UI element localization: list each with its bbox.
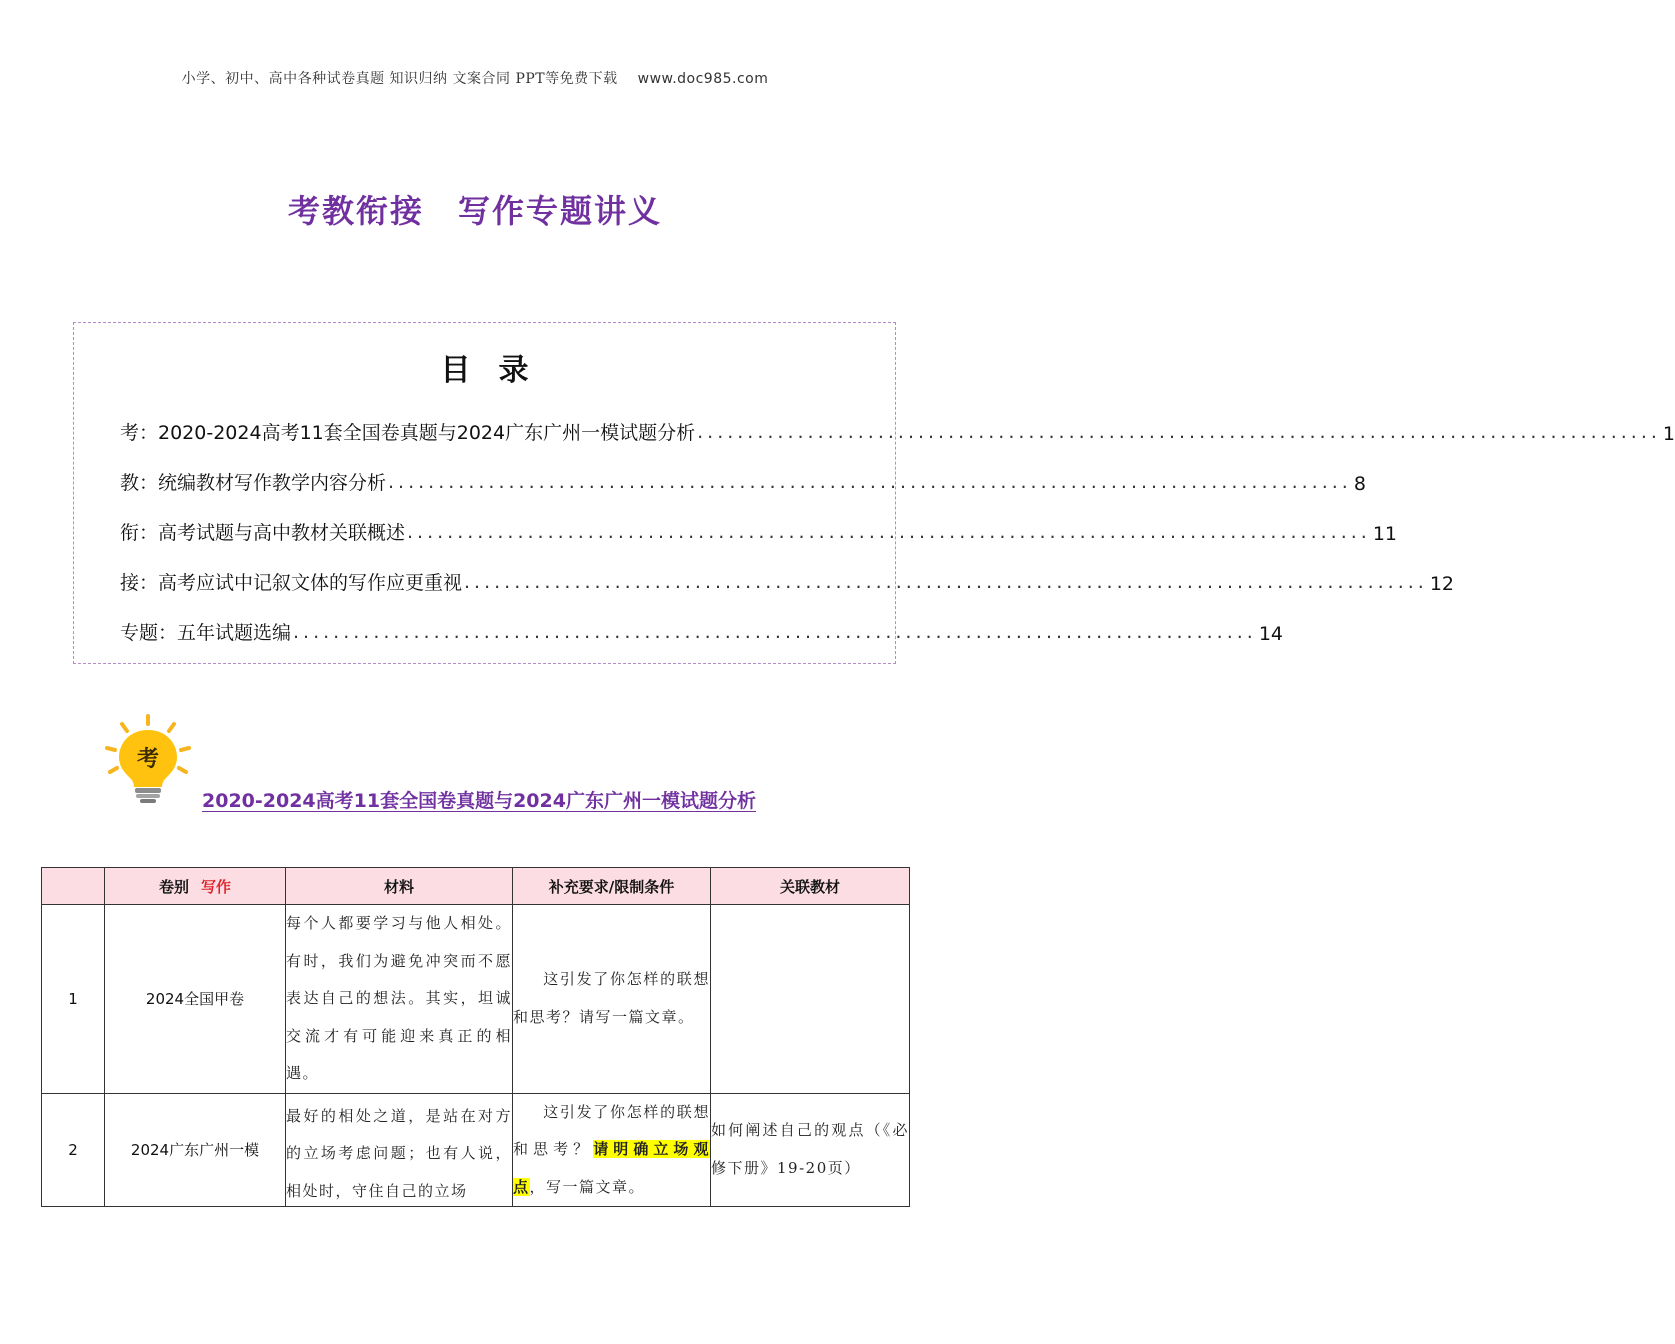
header-textbook: 关联教材 (711, 868, 910, 905)
row-material: 每个人都要学习与他人相处。有时，我们为避免冲突而不愿表达自己的想法。其实，坦诚交流才有可能迎来真正的相遇。 (286, 905, 513, 1094)
toc-leader-dots: ................................................................................................ (388, 471, 1352, 493)
toc-item-page: 1 (1662, 423, 1675, 445)
toc-leader-dots: ................................................................................................ (697, 421, 1661, 443)
bulb-label: 考 (136, 747, 160, 772)
toc-item[interactable] (120, 595, 1283, 645)
toc-item-page: 12 (1429, 573, 1454, 595)
toc-item-label: 衔：高考试题与高中教材关联概述 (120, 522, 406, 544)
row-requirement-tail: ，写一篇文章。 (529, 1177, 646, 1196)
table-of-contents (73, 322, 1675, 664)
toc-item-label: 专题：五年试题选编 (120, 622, 292, 644)
row-material (286, 1093, 513, 1207)
toc-list (120, 395, 1675, 645)
table-header-row (42, 868, 910, 905)
row-number: 2 (42, 1093, 105, 1207)
toc-item[interactable] (120, 545, 1454, 595)
row-requirement-text: 这引发了你怎样的联想和思考？ (513, 1102, 710, 1158)
header-num (42, 868, 105, 905)
toc-item-label: 考：2020-2024高考11套全国卷真题与2024广东广州一模试题分析 (120, 422, 696, 444)
toc-item-page: 14 (1258, 623, 1283, 645)
lightbulb-icon (102, 712, 194, 804)
header-paper-label: 卷别 (158, 877, 189, 896)
site-header-text: 小学、初中、高中各种试卷真题 知识归纳 文案合同 PPT等免费下载 (181, 71, 618, 87)
toc-item[interactable] (120, 495, 1397, 545)
header-paper (105, 868, 286, 905)
document-title (0, 186, 950, 232)
toc-item[interactable] (120, 395, 1675, 445)
highlighted-requirement: 请明确立场观点 (513, 1140, 710, 1196)
site-header (0, 68, 950, 88)
row-material-text: 最好的相处之道，是站在对方的立场考虑问题；也有人说，相处时，守住自己的立场 (286, 1106, 512, 1200)
table-row (42, 1093, 910, 1207)
row-paper: 2024广东广州一模 (105, 1093, 286, 1207)
toc-item-page: 11 (1372, 523, 1397, 545)
toc-leader-dots: ................................................................................................ (293, 621, 1257, 643)
table-row (42, 905, 910, 1094)
section-title: 2020-2024高考11套全国卷真题与2024广东广州一模试题分析 (202, 790, 756, 812)
exam-analysis-table (41, 867, 910, 1207)
toc-leader-dots: ................................................................................................ (464, 571, 1428, 593)
toc-item-page: 8 (1353, 473, 1366, 495)
toc-item[interactable] (120, 445, 1366, 495)
toc-item-label: 接：高考应试中记叙文体的写作应更重视 (120, 572, 463, 594)
row-requirement (513, 1093, 711, 1207)
row-textbook (711, 905, 910, 1094)
row-requirement-text: 这引发了你怎样的联想和思考？请写一篇文章。 (513, 970, 710, 1026)
header-requirement: 补充要求/限制条件 (513, 868, 711, 905)
document-title-part2: 写作专题讲义 (458, 192, 663, 230)
row-number: 1 (42, 905, 105, 1094)
header-material: 材料 (286, 868, 513, 905)
header-paper-tag: 写作 (201, 877, 232, 896)
toc-heading: 目录 (440, 353, 557, 388)
row-textbook: 如何阐述自己的观点（《必修下册》19-20页） (711, 1093, 910, 1207)
row-requirement (513, 905, 711, 1094)
site-url[interactable]: www.doc985.com (637, 71, 769, 87)
toc-leader-dots: ................................................................................................ (407, 521, 1371, 543)
row-paper: 2024全国甲卷 (105, 905, 286, 1094)
toc-item-label: 教：统编教材写作教学内容分析 (120, 472, 387, 494)
document-title-part1: 考教衔接 (287, 192, 424, 230)
